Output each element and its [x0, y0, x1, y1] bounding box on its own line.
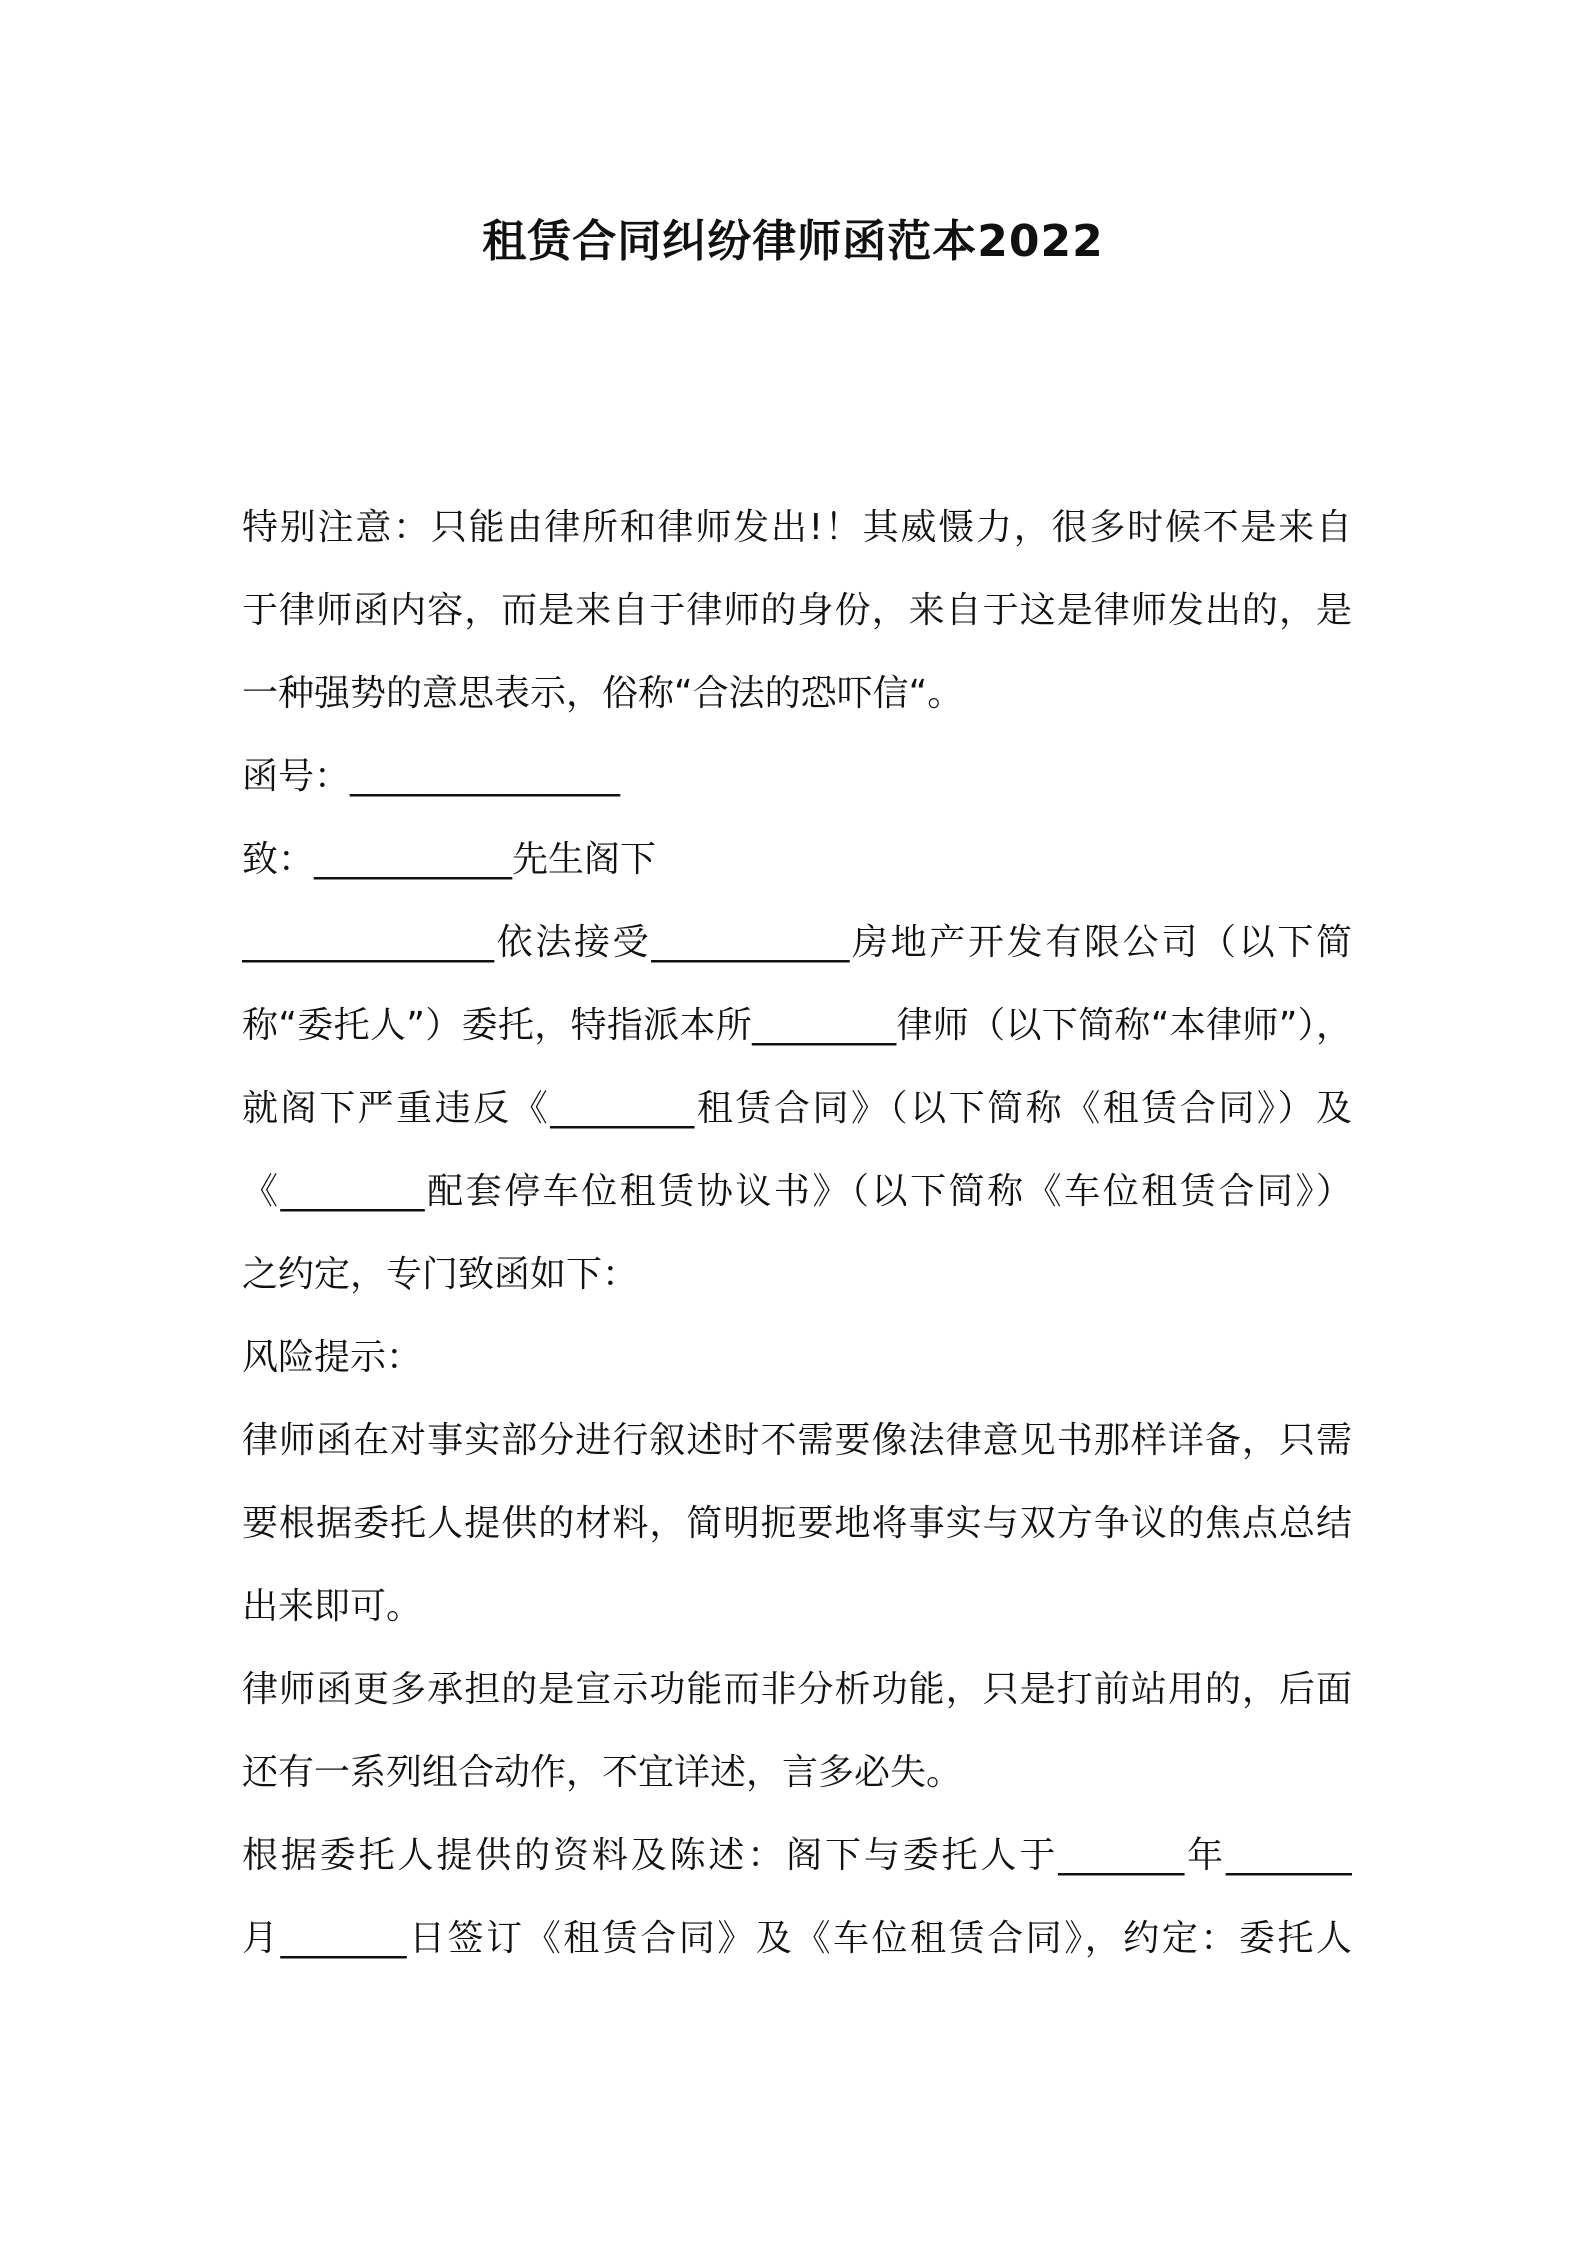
- text-line: 出来即可。: [242, 1586, 423, 1627]
- text-line: 还有一系列组合动作，不宜详述，言多必失。: [242, 1752, 963, 1793]
- text-line: ______________依法接受___________房地产开发有限公司（以下简: [242, 922, 1352, 963]
- text-line: 就阁下严重违反《________租赁合同》（以下简称《租赁合同》）及: [242, 1088, 1352, 1129]
- text-line: 月_______日签订《租赁合同》及《车位租赁合同》，约定：委托人: [242, 1918, 1352, 1959]
- text-line: 致：___________先生阁下: [242, 839, 657, 880]
- text-line: 一种强势的意思表示，俗称“合法的恐吓信“。: [242, 673, 964, 714]
- text-line: 函号：_______________: [242, 756, 621, 797]
- text-line: 根据委托人提供的资料及陈述：阁下与委托人于_______年_______: [242, 1835, 1352, 1876]
- document-body: [242, 486, 1352, 1980]
- text-line: 特别注意：只能由律所和律师发出!！其威慑力，很多时候不是来自: [242, 507, 1352, 548]
- text-line: 之约定，专门致函如下：: [242, 1254, 639, 1295]
- text-line: 律师函在对事实部分进行叙述时不需要像法律意见书那样详备，只需: [242, 1420, 1352, 1461]
- text-line: 要根据委托人提供的材料，简明扼要地将事实与双方争议的焦点总结: [242, 1503, 1352, 1544]
- text-line: 律师函更多承担的是宣示功能而非分析功能，只是打前站用的，后面: [242, 1669, 1352, 1710]
- text-line: 于律师函内容，而是来自于律师的身份，来自于这是律师发出的，是: [242, 590, 1352, 631]
- text-line: 称“委托人”）委托，特指派本所________律师（以下简称“本律师”），: [242, 1005, 1352, 1046]
- document-title: 租赁合同纠纷律师函范本2022: [482, 216, 1104, 267]
- text-line: 风险提示：: [242, 1337, 423, 1378]
- text-line: 《________配套停车位租赁协议书》（以下简称《车位租赁合同》）: [242, 1171, 1352, 1212]
